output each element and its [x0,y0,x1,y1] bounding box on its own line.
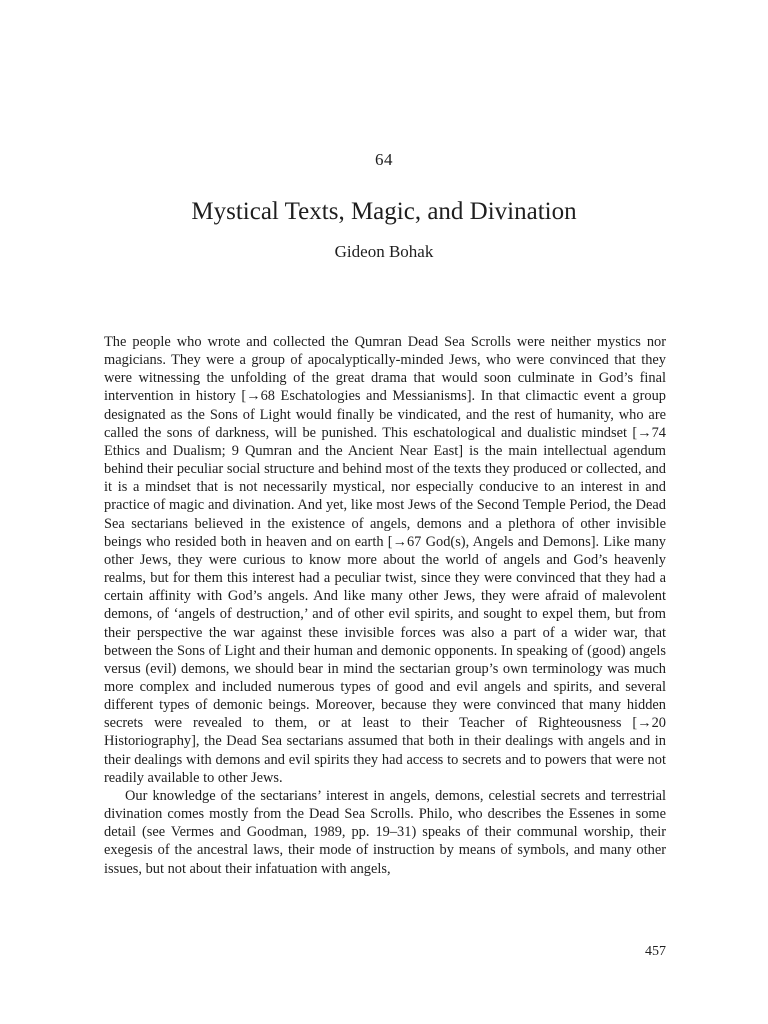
page-number: 457 [645,944,666,959]
chapter-title: Mystical Texts, Magic, and Divination [191,198,577,225]
paragraph: Our knowledge of the sectarians’ interest in angels, demons, celestial secrets and terrestrial divination comes mostly from the Dead Sea Scrolls. Philo, who describes the Essenes in some detail (see Vermes and Goodman, 1989, pp. 19–31) speaks of their communal worship, their exegesis of the ancestral laws, their mode of instruction by means of symbols, and many other issues, but not about their infatuation with angels, [104,787,666,877]
paragraph: The people who wrote and collected the Qumran Dead Sea Scrolls were neither mystics nor magicians. They were a group of apocalyptically-minded Jews, who were convinced that they were witnessing the unfolding of the great drama that would soon culminate in God’s final intervention in history [→68 Eschatologies and Messianisms]. In that climactic event a group designated as the Sons of Light would finally be vindicated, and the rest of humanity, who are called the sons of darkness, will be punished. This eschatological and dualistic mindset [→74 Ethics and Dualism; 9 Qumran and the Ancient Near East] is the main intellectual agendum behind their peculiar social structure and behind most of the texts they produced or collected, and it is a mindset that is not necessarily mystical, nor especially conducive to an interest in and practice of magic and divination. And yet, like most Jews of the Second Temple Period, the Dead Sea sectarians believed in the existence of angels, demons and a plethora of other invisible beings who resided both in heaven and on earth [→67 God(s), Angels and Demons]. Like many other Jews, they were curious to know more about the world of angels and God’s heavenly realms, but for them this interest had a peculiar twist, since they were convinced that they had a certain affinity with God’s angels. And like many other Jews, they were afraid of malevolent demons, of ‘angels of destruction,’ and of other evil spirits, and sought to expel them, but from their perspective the war against these invisible forces was also a part of a wider war, that between the Sons of Light and their human and demonic opponents. In speaking of (good) angels versus (evil) demons, we should bear in mind the sectarian group’s own terminology was much more complex and included numerous types of good and evil angels and spirits, and several different types of demonic beings. Moreover, because they were convinced that many hidden secrets were revealed to them, or at least to their Teacher of Righteousness [→20 Historiography], the Dead Sea sectarians assumed that both in their dealings with angels and in their dealings with demons and evil spirits they had access to secrets and to powers that were not readily available to other Jews. [104,334,666,786]
author-name: Gideon Bohak [334,242,434,261]
chapter-number: 64 [375,150,393,169]
body-text [104,333,666,878]
